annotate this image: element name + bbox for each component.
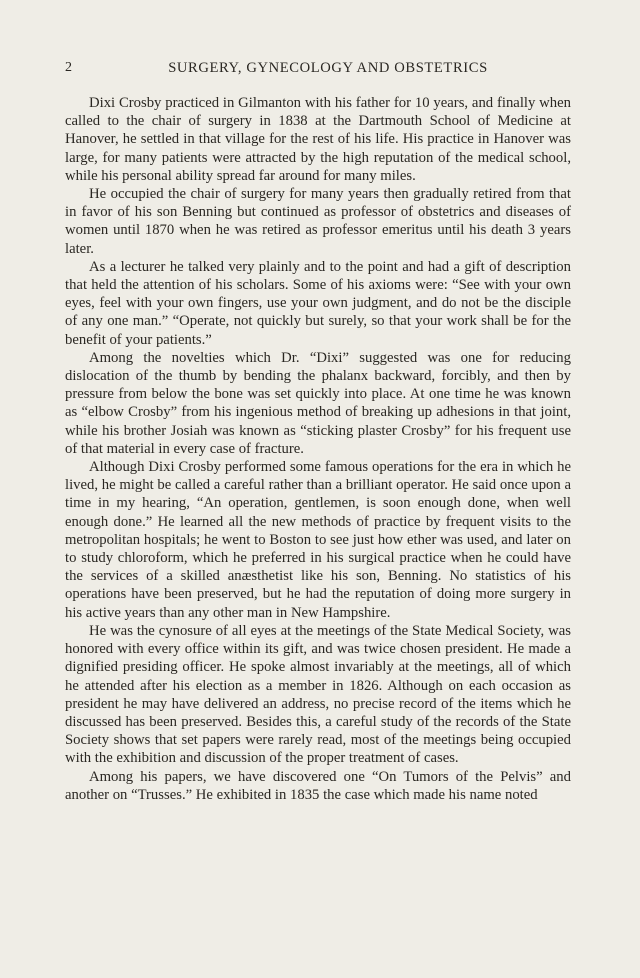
paragraph: Although Dixi Crosby performed some famous operations for the era in which he lived, he might be called a careful rather than a brilliant operator. He said once upon a time in my hearing, “An operation, gentlemen, is soon enough done, when well enough done.” He learned all the new methods of practice by frequent visits to the metropolitan hospitals; he went to Boston to see just how ether was used, and later on to study chloroform, which he preferred in his surgical practice when he could have the services of a skilled anæsthetist like his son, Benning. No statistics of his operations have been preserved, but he had the reputation of doing more surgery in his active years than any other man in New Hampshire. xyxy=(65,459,571,621)
paragraph: Among the novelties which Dr. “Dixi” suggested was one for reducing dislocation of the thumb by bending the phalanx backward, forcibly, and then by pressure from below the bone was set quickly into place. At one time he was known as “elbow Crosby” from his ingenious method of breaking up adhesions in that joint, while his brother Josiah was known as “sticking plaster Crosby” for his frequent use of that material in every case of fracture. xyxy=(65,349,571,457)
page-number: 2 xyxy=(65,60,73,75)
paragraph: Among his papers, we have discovered one “On Tumors of the Pelvis” and another on “Trusses.” He exhibited in 1835 the case which made his name noted xyxy=(65,768,571,803)
running-title: SURGERY, GYNECOLOGY AND OBSTETRICS xyxy=(168,60,488,76)
paragraph: He was the cynosure of all eyes at the meetings of the State Medical Society, was honored with every office within its gift, and was twice chosen president. He made a dignified presiding officer. He spoke almost invariably at the meetings, all of which he attended after his election as a member in 1826. Although on each occasion as president he may have delivered an address, no precise record of the items which he discussed has been preserved. Besides this, a careful study of the records of the State Society shows that set papers were rarely read, most of the meetings being occupied with the exhibition and discussion of the proper treatment of cases. xyxy=(65,622,571,767)
paragraph: He occupied the chair of surgery for many years then gradually retired from that in favor of his son Benning but continued as professor of obstetrics and diseases of women until 1870 when he was retired as professor emeritus until his death 3 years later. xyxy=(65,186,571,257)
paragraph: As a lecturer he talked very plainly and to the point and had a gift of description that held the attention of his scholars. Some of his axioms were: “See with your own eyes, feel with your own fingers, use your own judgment, and do not be the disciple of any one man.” “Operate, not quickly but surely, so that your work shall be for the benefit of your patients.” xyxy=(65,258,571,348)
body-text xyxy=(65,94,571,804)
running-head xyxy=(65,58,571,86)
paragraph: Dixi Crosby practiced in Gilmanton with his father for 10 years, and finally when called to the chair of surgery in 1838 at the Dartmouth School of Medicine at Hanover, he settled in that village for the rest of his life. His practice in Hanover was large, for many patients were attracted by the high reputation of the medical school, while his personal ability spread far around for many miles. xyxy=(65,95,571,184)
